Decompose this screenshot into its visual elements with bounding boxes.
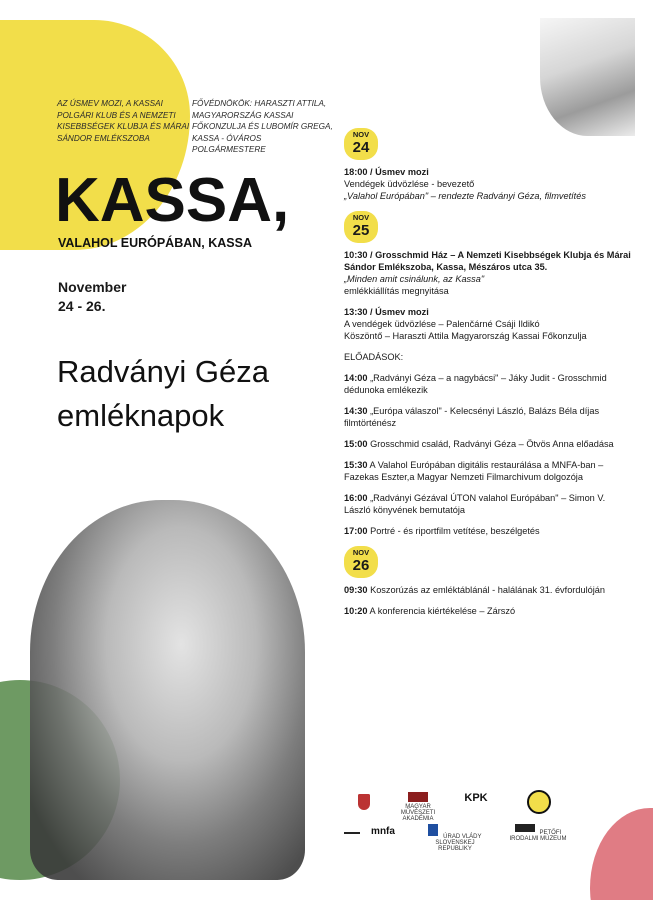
item-text: A konferencia kiértékelése – Zárszó xyxy=(369,606,516,616)
day-badge-24 xyxy=(344,128,378,160)
talk-item xyxy=(344,492,634,516)
talk-text: „Radványi Gézával ÚTON valahol Európában" – Simon V. László könyvének bemutatója xyxy=(344,493,606,515)
talk-time: 15:00 xyxy=(344,439,368,449)
day-badge-25 xyxy=(344,211,378,243)
talk-item xyxy=(344,372,634,396)
kpk-logo xyxy=(458,792,494,804)
talk-time: 16:00 xyxy=(344,493,368,503)
pink-decor-shape xyxy=(590,808,653,900)
event-title xyxy=(57,350,269,438)
day-badge-day: 26 xyxy=(352,557,370,574)
schedule xyxy=(344,128,634,626)
schedule-item xyxy=(344,306,634,342)
usmev-logo xyxy=(526,790,552,816)
event-title-line2: emléknapok xyxy=(57,398,225,433)
talk-text: Portré - és riportfilm vetítése, beszélgetés xyxy=(370,526,540,536)
date-days: 24 - 26. xyxy=(58,298,106,314)
day-badge-month: NOV xyxy=(352,130,370,139)
pim-logo-text: PETŐFI IRODALMI MÚZEUM xyxy=(509,830,567,842)
item-line: emlékkiállítás megnyitása xyxy=(344,286,449,296)
signature-logo xyxy=(342,826,362,836)
talk-time: 14:00 xyxy=(344,373,368,383)
schedule-item xyxy=(344,249,634,297)
item-heading: 13:30 / Úsmev mozi xyxy=(344,307,429,317)
lectures-label: ELŐADÁSOK: xyxy=(344,352,404,362)
patrons-text: FŐVÉDNÖKÖK: HARASZTI ATTILA, MAGYARORSZÁG KASSAI FŐKONZULJA ÉS LUBOMÍR GREGA, KASSA - ÓVÁROS POLGÁRMESTERE xyxy=(192,99,333,154)
portrait-photo xyxy=(30,500,305,880)
date-range xyxy=(58,278,126,316)
kpk-logo-text: KPK xyxy=(464,792,488,804)
date-month: November xyxy=(58,279,127,295)
talk-time: 15:30 xyxy=(344,460,368,470)
schedule-item xyxy=(344,584,634,596)
sponsor-logos xyxy=(340,790,580,860)
portrait-detail-photo xyxy=(540,18,635,136)
day-badge-day: 25 xyxy=(352,222,370,239)
pim-logo xyxy=(508,824,568,842)
item-line: Köszöntő – Haraszti Attila Magyarország Kassai Főkonzulja xyxy=(344,331,587,341)
talk-text: „Európa válaszol" - Kelecsényi László, Balázs Béla díjas filmtörténész xyxy=(344,406,600,428)
item-time: 09:30 xyxy=(344,585,368,595)
urad-vlady-logo-text: ÚRAD VLÁDY SLOVENSKEJ REPUBLIKY xyxy=(435,834,482,852)
item-line: Vendégek üdvözlése - bevezető xyxy=(344,179,475,189)
talk-item xyxy=(344,438,634,450)
urad-vlady-logo xyxy=(420,824,490,852)
organizers-text: AZ ÚSMEV MOZI, A KASSAI POLGÁRI KLUB ÉS A NEMZETI KISEBBSÉGEK KLUBJA ÉS MÁRAI SÁNDOR EMLÉKSZOBA xyxy=(57,99,190,143)
event-title-line1: Radványi Géza xyxy=(57,354,269,389)
item-line: A vendégek üdvözlése – Palenčárné Csáji Ildikó xyxy=(344,319,540,329)
talk-text: Grosschmid család, Radványi Géza – Ötvös Anna előadása xyxy=(370,439,614,449)
item-text: Koszorúzás az emléktáblánál - halálának 31. évfordulóján xyxy=(370,585,605,595)
item-line: „Valahol Európában" – rendezte Radványi Géza, filmvetítés xyxy=(344,191,586,201)
talk-item xyxy=(344,459,634,483)
item-heading: 10:30 / Grosschmid Ház – A Nemzeti Kisebbségek Klubja és Márai Sándor Emlékszoba, Kassa, Mészáros utca 35. xyxy=(344,250,631,272)
schedule-item xyxy=(344,166,634,202)
schedule-item xyxy=(344,605,634,617)
day-badge-26 xyxy=(344,546,378,578)
main-title: KASSA, xyxy=(55,166,290,235)
item-time: 10:20 xyxy=(344,606,368,616)
hungary-coat-of-arms-logo xyxy=(344,794,384,812)
mma-logo-text: MAGYAR MŰVÉSZETI AKADÉMIA xyxy=(400,804,436,822)
mma-logo xyxy=(394,792,442,822)
talk-time: 14:30 xyxy=(344,406,368,416)
talk-text: „Radványi Géza – a nagybácsi" – Jáky Judit - Grosschmid dédunoka emlékezik xyxy=(344,373,607,395)
talk-text: A Valahol Európában digitális restaurálása a MNFA-ban – Fazekas Eszter,a Magyar Nemzeti Filmarchivum dolgozója xyxy=(344,460,604,482)
day-badge-day: 24 xyxy=(352,139,370,156)
item-heading: 18:00 / Úsmev mozi xyxy=(344,167,429,177)
talk-item xyxy=(344,525,634,537)
talk-item xyxy=(344,405,634,429)
talk-time: 17:00 xyxy=(344,526,368,536)
day-badge-month: NOV xyxy=(352,548,370,557)
mnfa-logo-text: mnfa xyxy=(371,826,395,837)
item-line: „Minden amit csinálunk, az Kassa" xyxy=(344,274,485,284)
mnfa-logo xyxy=(368,826,398,837)
sub-title: VALAHOL EURÓPÁBAN, KASSA xyxy=(58,236,252,250)
day-badge-month: NOV xyxy=(352,213,370,222)
